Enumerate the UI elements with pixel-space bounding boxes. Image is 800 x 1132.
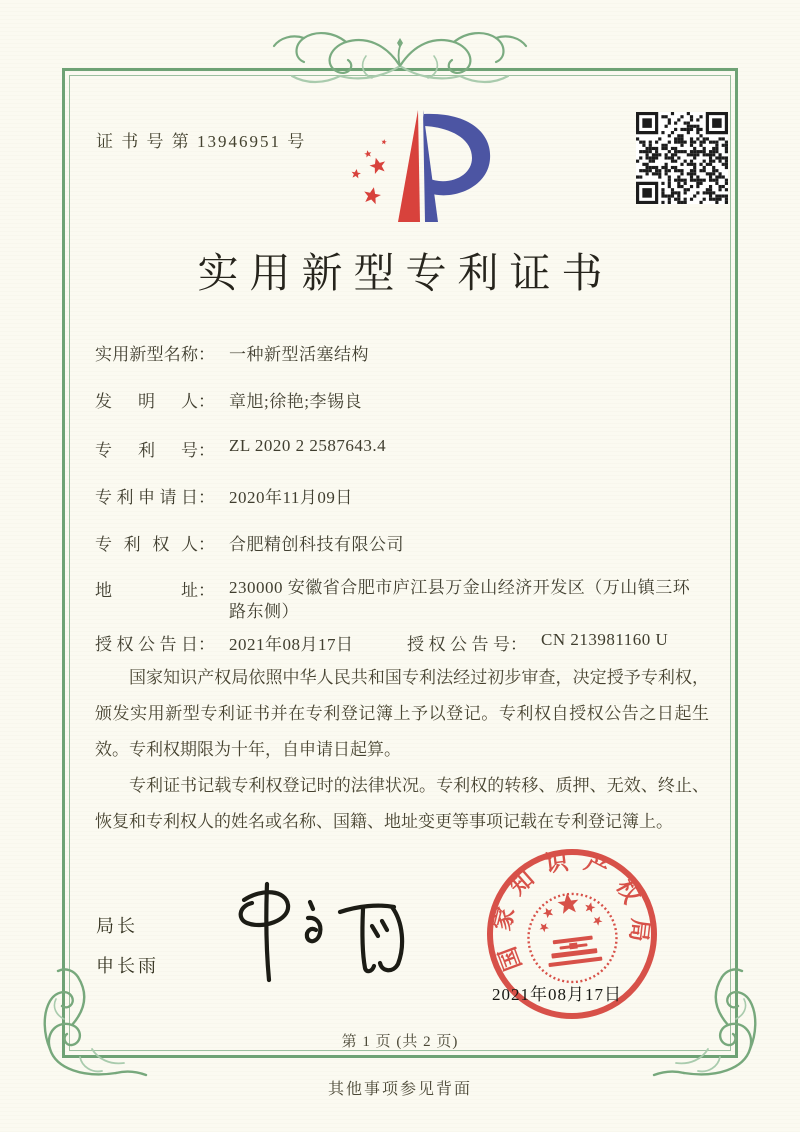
qr-code — [636, 112, 728, 204]
field-label: 专利申请日 — [95, 488, 198, 507]
field-colon: ： — [198, 441, 215, 460]
seal-text: 国家知识产权局 — [489, 847, 653, 974]
field-colon: ： — [198, 392, 215, 411]
grant-date-value: 2021年08月17日 — [229, 635, 354, 654]
field-colon: ： — [198, 345, 215, 364]
grant-date-group — [95, 630, 407, 655]
field-row-utility-model-name — [95, 340, 369, 365]
field-colon: ： — [198, 581, 215, 600]
grant-number-value: CN 213981160 U — [541, 630, 669, 649]
field-value: 章旭;徐艳;李锡良 — [229, 392, 362, 411]
cnipa-seal — [474, 842, 670, 1038]
field-label: 授权公告号 — [407, 635, 510, 654]
field-colon: ： — [198, 488, 215, 507]
top-center-flourish-ornament — [270, 26, 530, 98]
field-row-address — [95, 576, 701, 624]
field-label: 专利权人 — [95, 535, 198, 554]
field-label: 实用新型名称 — [95, 345, 198, 364]
body-paragraph-1: 国家知识产权局依照中华人民共和国专利法经过初步审查，决定授予专利权，颁发实用新型专利证书并在专利登记簿上予以登记。专利权自授权公告之日起生效。专利权期限为十年，自申请日起算。 — [95, 668, 709, 759]
field-row-patentee — [95, 530, 404, 555]
director-title: 局长 — [96, 916, 138, 936]
field-value: 合肥精创科技有限公司 — [229, 535, 404, 554]
field-label: 授权公告日 — [95, 635, 198, 654]
page-number: 第 1 页 (共 2 页) — [341, 1034, 459, 1050]
signoff-block — [96, 912, 159, 992]
field-row-patent-number — [95, 436, 386, 461]
field-value: 2020年11月09日 — [229, 488, 353, 507]
certificate-title: 实用新型专利证书 — [197, 250, 614, 296]
field-label: 发明人 — [95, 392, 198, 411]
certificate-body-text — [95, 660, 709, 840]
field-colon: ： — [198, 635, 215, 654]
director-name: 申长雨 — [96, 956, 159, 976]
field-row-application-date — [95, 483, 353, 508]
seal-national-emblem — [523, 888, 621, 987]
field-value: 230000 安徽省合肥市庐江县万金山经济开发区（万山镇三环路东侧） — [229, 578, 691, 621]
field-colon: ： — [510, 635, 527, 654]
seal-date: 2021年08月17日 — [492, 985, 622, 1004]
field-label: 地址 — [95, 581, 198, 600]
certificate-number: 证 书 号 第 13946951 号 — [96, 132, 307, 151]
cnipa-logo-icon — [332, 104, 510, 228]
director-signature-icon — [212, 876, 442, 991]
field-value: ZL 2020 2 2587643.4 — [229, 436, 387, 455]
field-label: 专利号 — [95, 441, 198, 460]
body-paragraph-2: 专利证书记载专利权登记时的法律状况。专利权的转移、质押、无效、终止、恢复和专利权人的姓名或名称、国籍、地址变更等事项记载在专利登记簿上。 — [95, 776, 709, 831]
field-row-grant — [95, 630, 668, 655]
field-colon: ： — [198, 535, 215, 554]
field-row-inventors — [95, 387, 362, 412]
field-value: 一种新型活塞结构 — [229, 345, 369, 364]
back-side-note: 其他事项参见背面 — [327, 1081, 472, 1098]
